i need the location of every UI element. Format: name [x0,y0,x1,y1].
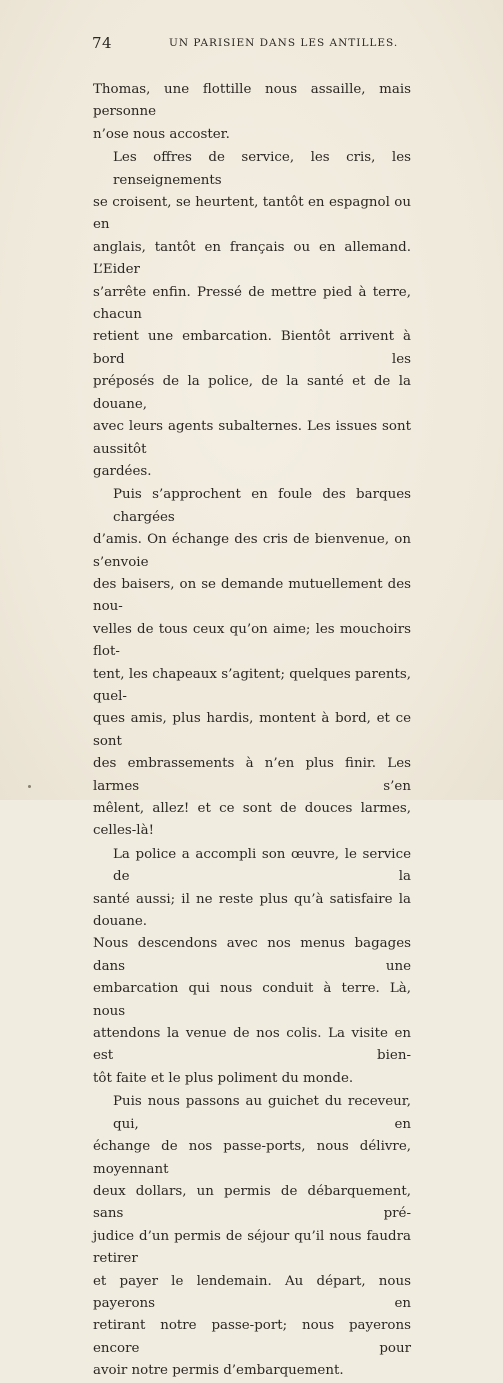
paragraph [93,147,411,483]
text-line: ques amis, plus hardis, montent à bord, et ce sont [93,711,411,749]
page-header [92,36,408,52]
text-line: échange de nos passe-ports, nous délivre, moyennant [93,1139,411,1177]
paragraph [93,79,411,146]
text-line: deux dollars, un permis de débarquement, sans pré- [93,1183,411,1222]
text-line: des baisers, on se demande mutuellement des nou- [93,576,411,615]
text-line: s’arrête enfin. Pressé de mettre pied à terre, chacun [93,284,411,323]
text-line: anglais, tantôt en français ou en allemand. L’Eider [93,239,411,278]
text-line: attendons la venue de nos colis. La visite en est bien- [93,1026,411,1064]
running-title: UN PARISIEN DANS LES ANTILLES. [169,37,399,49]
text-line: embarcation qui nous conduit à terre. Là, nous [93,981,411,1019]
text-line: tôt faite et le plus poliment du monde. [93,1070,354,1086]
text-line: avoir notre permis d’embarquement. [93,1363,344,1379]
text-line: Les offres de service, les cris, les renseignements [113,150,411,188]
text-line: santé aussi; il ne reste plus qu’à satisfaire la douane. [93,891,411,930]
text-line: préposés de la police, de la santé et de la douane, [93,374,411,412]
paragraph [93,844,411,1090]
page-number: 74 [92,34,113,52]
text-line: des embrassements à n’en plus finir. Les larmes s’en [93,756,411,794]
text-line: Nous descendons avec nos menus bagages dans une [93,936,411,974]
text-line: Thomas, une flottille nous assaille, mais personne [93,82,411,120]
text-line: et payer le lendemain. Au départ, nous payerons en [93,1273,411,1311]
text-line: Puis nous passons au guichet du receveur, qui, en [113,1094,411,1132]
text-line: mêlent, allez! et ce sont de douces larmes, celles-là! [93,801,411,839]
text-line: judice d’un permis de séjour qu’il nous faudra retirer [93,1228,411,1267]
paper-speck [28,785,31,788]
text-line: retirant notre passe-port; nous payerons encore pour [93,1318,411,1356]
paragraph [93,1091,411,1382]
text-line: n’ose nous accoster. [93,126,230,142]
text-line: tent, les chapeaux s’agitent; quelques parents, quel- [93,666,411,704]
text-line: La police a accompli son œuvre, le service de la [113,846,411,885]
text-line: retient une embarcation. Bientôt arrivent à bord les [93,329,411,367]
body-text [93,79,411,1383]
text-line: Puis s’approchent en foule des barques chargées [113,487,411,525]
text-line: gardées. [93,463,152,479]
paragraph [93,484,411,843]
text-line: se croisent, se heurtent, tantôt en espagnol ou en [93,195,411,233]
text-line: avec leurs agents subalternes. Les issues sont aussitôt [93,419,411,457]
text-line: velles de tous ceux qu’on aime; les mouchoirs flot- [93,621,411,660]
text-line: d’amis. On échange des cris de bienvenue, on s’envoie [93,532,411,570]
